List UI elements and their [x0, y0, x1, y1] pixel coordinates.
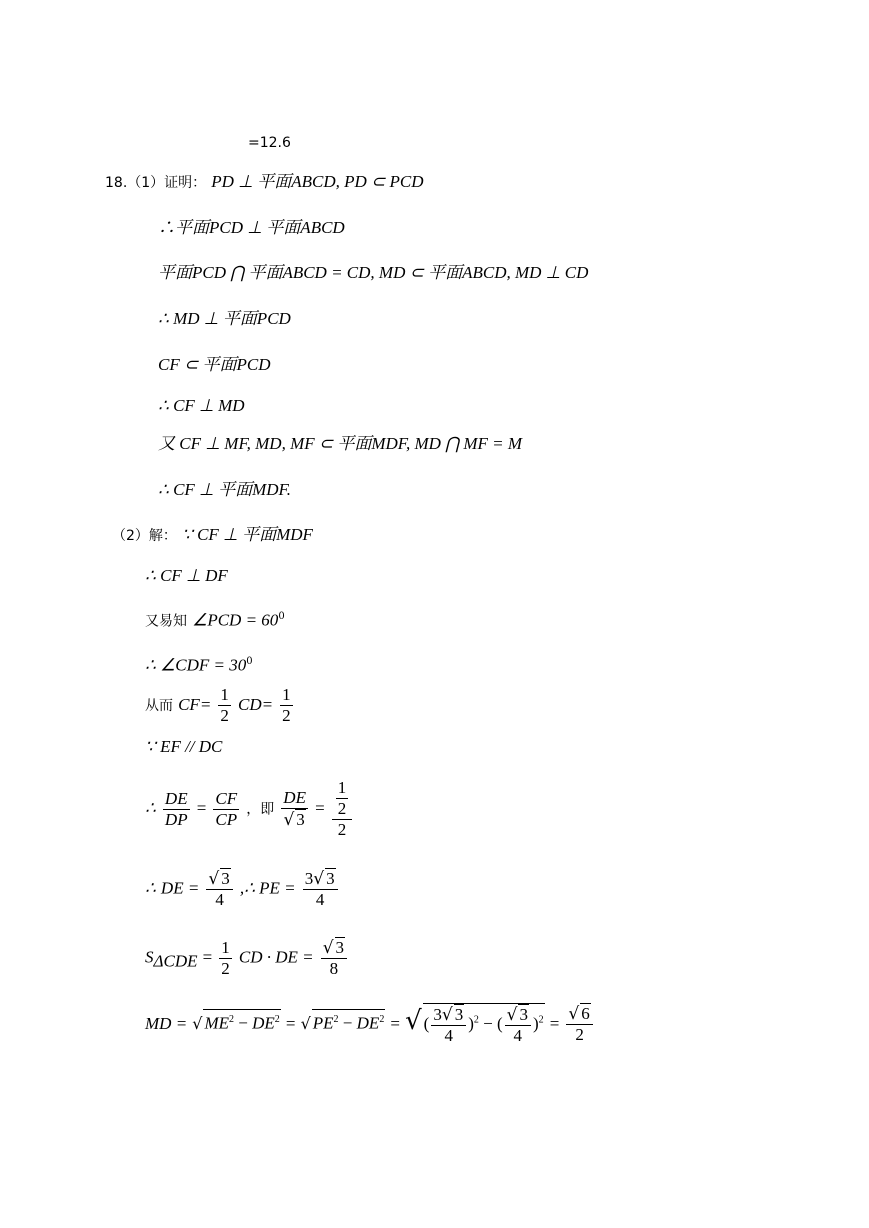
- numerator: [505, 1004, 531, 1026]
- term: ME: [204, 1013, 230, 1033]
- therefore: ∴: [145, 878, 156, 898]
- exponent: 2: [274, 1014, 280, 1026]
- denominator: 4: [513, 1026, 523, 1045]
- radical: √: [313, 869, 325, 889]
- denominator: 4: [315, 890, 325, 909]
- solution-step-7: [145, 778, 354, 840]
- superscript: 0: [246, 656, 253, 667]
- proof-step-1: [105, 172, 424, 193]
- coefficient: 3: [304, 869, 314, 888]
- exponent: 2: [379, 1014, 385, 1026]
- statement: ∴ CF ⊥ 平面MDF.: [158, 480, 291, 499]
- denominator: [281, 809, 308, 830]
- cf-eq: CF=: [178, 695, 212, 714]
- proof-step-8: [158, 480, 291, 500]
- equals: =: [285, 1013, 296, 1033]
- fraction-half: [219, 938, 232, 979]
- statement: ∴ MD ⊥ 平面PCD: [158, 309, 291, 328]
- numerator: [332, 778, 353, 820]
- radical: √: [208, 869, 220, 889]
- fraction-cf-cp: [213, 789, 239, 830]
- term: DE: [356, 1013, 380, 1033]
- numerator: [431, 1004, 466, 1026]
- fraction-3sqrt3-4: [431, 1004, 466, 1046]
- minus: −: [342, 1013, 353, 1033]
- proof-step-7: [158, 434, 522, 454]
- exponent: 2: [473, 1014, 479, 1026]
- md-eq: MD =: [145, 1013, 188, 1033]
- denominator: 8: [329, 959, 339, 978]
- solution-step-1: [112, 525, 313, 546]
- radicand: 3: [221, 869, 230, 888]
- pe-eq: ,∴ PE =: [239, 878, 296, 898]
- numerator: 1: [337, 778, 347, 797]
- result-text: =12.6: [248, 135, 291, 151]
- paren: ): [468, 1013, 474, 1033]
- fraction-sqrt3-8: [321, 937, 347, 979]
- solution-step-6: [145, 737, 222, 757]
- statement: ∴ ∠CDF = 30: [145, 655, 247, 675]
- fraction-de-dp: [163, 789, 190, 830]
- radicand: 3: [335, 938, 345, 957]
- equals: =: [549, 1013, 560, 1033]
- radical: √: [441, 1005, 453, 1025]
- de-eq: DE =: [160, 878, 200, 898]
- radical: √: [300, 1013, 311, 1033]
- numerator: [566, 1003, 592, 1025]
- statement: ∵ EF // DC: [145, 737, 223, 756]
- proof-step-5: [158, 355, 270, 375]
- equals: =: [202, 947, 213, 967]
- fraction-de-sqrt3: [281, 788, 308, 830]
- compound-fraction: [332, 778, 353, 840]
- minus: −: [483, 1013, 493, 1033]
- denominator: DP: [164, 809, 188, 829]
- radical: √: [283, 810, 295, 830]
- radical: √: [506, 1005, 518, 1025]
- equals: =: [390, 1013, 400, 1033]
- cd-de: CD · DE =: [238, 947, 314, 967]
- area-subscript: ΔCDE: [153, 951, 198, 971]
- denominator: 2: [337, 820, 347, 839]
- denominator: 2: [337, 799, 347, 818]
- fraction-half: [280, 685, 293, 726]
- numerator: [206, 868, 232, 890]
- paren: ): [532, 1013, 539, 1033]
- radicand: [423, 1003, 545, 1046]
- proof-step-3: [158, 263, 588, 283]
- fraction-sqrt6-2: [566, 1003, 592, 1045]
- numerator: [303, 868, 338, 890]
- radicand: 3: [326, 869, 335, 888]
- label: 又易知: [145, 613, 187, 630]
- denominator: 2: [575, 1025, 584, 1045]
- denominator: 4: [215, 890, 224, 909]
- denominator: 2: [282, 706, 291, 725]
- statement: ∠PCD = 60: [192, 610, 279, 630]
- radicand: [312, 1009, 386, 1034]
- coefficient: 3: [433, 1005, 442, 1024]
- part-label: （2）解：: [112, 528, 177, 544]
- radicand: 3: [296, 810, 305, 829]
- solution-step-5: [145, 685, 295, 726]
- proof-step-4: [158, 309, 291, 329]
- equals: =: [196, 798, 207, 818]
- numerator: 1: [220, 685, 229, 704]
- statement: 又 CF ⊥ MF, MD, MF ⊂ 平面MDF, MD ⋂ MF = M: [158, 434, 523, 453]
- fraction-3sqrt3-4: [303, 868, 338, 910]
- term: PE: [312, 1013, 334, 1033]
- radicand: 3: [454, 1005, 464, 1024]
- denominator: 4: [444, 1026, 454, 1045]
- fraction-half: [336, 778, 349, 819]
- superscript: 0: [278, 611, 285, 622]
- proof-step-6: [158, 396, 245, 416]
- exponent: 2: [538, 1014, 544, 1026]
- statement: PD ⊥ 平面ABCD, PD ⊂ PCD: [211, 172, 424, 191]
- statement: ∵ CF ⊥ 平面MDF: [182, 525, 313, 544]
- numerator: 1: [221, 937, 230, 957]
- numerator: CF: [215, 788, 238, 808]
- numerator: [321, 937, 347, 959]
- solution-step-4: [145, 652, 253, 675]
- radicand: 6: [581, 1004, 590, 1024]
- exponent: 2: [333, 1014, 339, 1026]
- statement: 平面PCD ⋂ 平面ABCD = CD, MD ⊂ 平面ABCD, MD ⊥ CD: [158, 263, 589, 282]
- fraction-half: [218, 685, 231, 726]
- fraction-sqrt3-4: [206, 868, 232, 910]
- statement: ∴ CF ⊥ DF: [145, 566, 228, 585]
- solution-step-9: [145, 937, 349, 979]
- denominator: CP: [215, 809, 238, 829]
- denominator: 2: [221, 958, 230, 978]
- statement: ∴ CF ⊥ MD: [158, 396, 245, 415]
- solution-step-3: [145, 607, 285, 631]
- label: 从而: [145, 698, 173, 714]
- denominator: 2: [220, 706, 229, 725]
- solution-step-8: [145, 868, 340, 910]
- result-line: [248, 132, 291, 153]
- term: DE: [252, 1013, 275, 1033]
- radical: √: [568, 1004, 580, 1025]
- exponent: 2: [229, 1014, 235, 1026]
- solution-step-10: [145, 1003, 595, 1046]
- fraction-sqrt3-4: [505, 1004, 531, 1046]
- radical: √: [322, 938, 334, 958]
- paren: (: [496, 1013, 503, 1033]
- minus: −: [238, 1013, 248, 1033]
- numerator: DE: [283, 788, 306, 807]
- area-symbol: S: [145, 947, 154, 967]
- equals: =: [315, 798, 325, 818]
- solution-step-2: [145, 566, 228, 586]
- label: ，即: [246, 801, 275, 818]
- proof-step-2: [158, 218, 345, 238]
- radical: √: [192, 1013, 203, 1033]
- radicand: 3: [519, 1005, 528, 1024]
- problem-label: 18.（1）证明：: [105, 175, 207, 191]
- numerator: 1: [282, 685, 291, 704]
- numerator: DE: [164, 788, 188, 808]
- cd-eq: CD=: [237, 695, 274, 714]
- radical: √: [405, 1005, 422, 1036]
- statement: ∴平面PCD ⊥ 平面ABCD: [158, 218, 345, 237]
- statement: CF ⊂ 平面PCD: [158, 355, 271, 374]
- therefore: ∴: [145, 798, 156, 818]
- paren: (: [423, 1013, 430, 1033]
- radicand: [203, 1009, 280, 1034]
